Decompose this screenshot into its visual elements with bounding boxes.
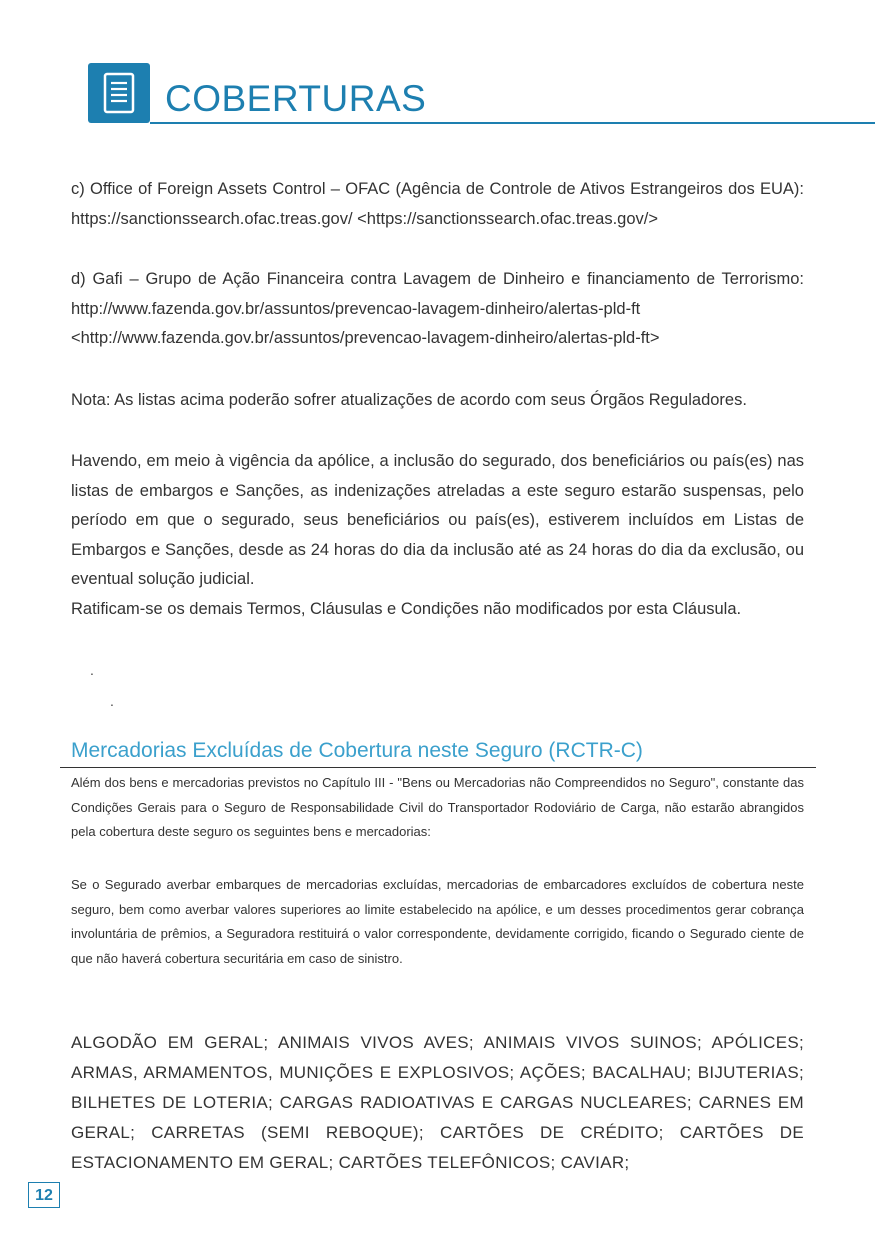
paragraph-ofac	[71, 175, 804, 234]
section-averbar: Se o Segurado averbar embarques de mercadorias excluídas, mercadorias de embarcadores excluídos de cobertura neste seguro, bem como averbar valores superiores ao limite estabelecido na apólice, e um desses procedimentos gerar cobrança involuntária de prêmios, a Seguradora restituirá o valor correspondente, devidamente corrigido, ficando o Segurado ciente de que não haverá cobertura securitária em caso de sinistro.	[71, 877, 804, 966]
paragraph-gafi	[71, 265, 804, 354]
section-heading: Mercadorias Excluídas de Cobertura neste Seguro (RCTR-C)	[71, 739, 643, 762]
paragraph-nota-text: Nota: As listas acima poderão sofrer atualizações de acordo com seus Órgãos Reguladores.	[71, 391, 747, 409]
header-divider	[150, 122, 875, 124]
section-intro: Além dos bens e mercadorias previstos no Capítulo III - "Bens ou Mercadorias não Compreendidos no Seguro", constante das Condições Gerais para o Seguro de Responsabilidade Civil do Transportador Rodoviário de Carga, não estarão abrangidos pela cobertura deste seguro os seguintes bens e mercadorias:	[71, 775, 804, 839]
excluded-items-list: ALGODÃO EM GERAL; ANIMAIS VIVOS AVES; ANIMAIS VIVOS SUINOS; APÓLICES; ARMAS, ARMAMENTOS, MUNIÇÕES E EXPLOSIVOS; AÇÕES; BACALHAU; BIJUTERIAS; BILHETES DE LOTERIA; CARGAS RADIOATIVAS E CARGAS NUCLEARES; CARNES EM GERAL; CARRETAS (SEMI REBOQUE); CARTÕES DE CRÉDITO; CARTÕES DE ESTACIONAMENTO EM GERAL; CARTÕES TELEFÔNICOS; CAVIAR;	[71, 1033, 804, 1172]
stray-dot-2: .	[110, 693, 114, 709]
paragraph-ratificam-text: Ratificam-se os demais Termos, Cláusulas e Condições não modificados por esta Cláusula.	[71, 600, 742, 618]
paragraph-nota	[71, 386, 804, 416]
paragraph-ofac-text: c) Office of Foreign Assets Control – OFAC (Agência de Controle de Ativos Estrangeiros dos EUA): https://sanctionssearch.ofac.treas.gov/ <https://sanctionssearch.ofac.treas.gov/>	[71, 180, 804, 228]
paragraph-gafi-text: d) Gafi – Grupo de Ação Financeira contra Lavagem de Dinheiro e financiamento de Terrorismo: http://www.fazenda.gov.br/assuntos/prevencao-lavagem-dinheiro/alertas-pld-ft <http://www.fazenda.gov.br/assuntos/prevencao-lavagem-dinheiro/alertas-pld-ft>	[71, 270, 804, 347]
paragraph-havendo	[71, 447, 804, 595]
paragraph-ratificam	[71, 595, 804, 625]
paragraph-havendo-text: Havendo, em meio à vigência da apólice, a inclusão do segurado, dos beneficiários ou país(es) nas listas de embargos e Sanções, as indenizações atreladas a este seguro estarão suspensas, pelo período em que o segurado, seus beneficiários ou país(es), estiverem incluídos em Listas de Embargos e Sanções, desde as 24 horas do dia da inclusão até as 24 horas do dia da exclusão, ou eventual solução judicial.	[71, 452, 804, 588]
page-header	[0, 0, 875, 130]
section-divider	[60, 767, 816, 768]
page-title: COBERTURAS	[165, 78, 427, 119]
page-number: 12	[28, 1182, 60, 1208]
stray-dot-1: .	[90, 662, 94, 678]
document-list-icon	[88, 63, 150, 123]
